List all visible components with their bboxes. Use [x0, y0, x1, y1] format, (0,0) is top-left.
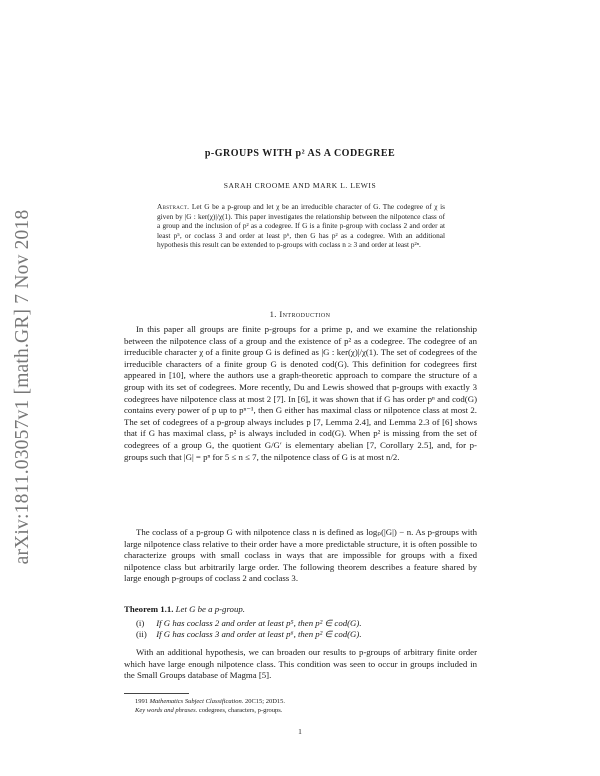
abstract-label: Abstract. [157, 202, 190, 211]
intro-paragraph-1 [124, 324, 477, 463]
msc-year: 1991 [135, 698, 148, 705]
paragraph-text: The coclass of a p-group G with nilpotence class n is defined as logₚ(|G|) − n. As p-groups with large nilpotence class relative to their order have a more predictable structure, it is often possible to characterize groups with small coclass in ways that are impossible for groups with a fixed nilpotence class but arbitrarily large order. The following theorem describes a feature shared by large enough p-groups of coclass 2 and coclass 3. [124, 527, 477, 584]
paper-authors: SARAH CROOME AND MARK L. LEWIS [223, 181, 377, 190]
page-number: 1 [298, 727, 302, 736]
theorem-item [136, 617, 477, 630]
abstract [157, 202, 445, 250]
footnote-rule [124, 693, 189, 694]
msc-label: Mathematics Subject Classification. [149, 698, 244, 705]
section-number: 1. [269, 309, 277, 319]
section-title: Introduction [279, 309, 331, 319]
intro-paragraph-2 [124, 527, 477, 585]
footnote-keywords [135, 706, 465, 715]
theorem-item-text: If G has coclass 3 and order at least p⁶, then p² ∈ cod(G). [156, 629, 362, 640]
footnote-msc [135, 697, 465, 706]
theorem-statement: Let G be a p-group. [175, 604, 245, 614]
msc-value: 20C15; 20D15. [244, 698, 286, 705]
intro-paragraph-3 [124, 647, 477, 682]
paragraph-text: In this paper all groups are finite p-groups for a prime p, and we examine the relationship between the nilpotence class of a group and the existence of p² as a codegree. The codegree of an irreducible character χ of a finite group G is defined as |G : ker(χ)|/χ(1). The set of codegrees of the irreducible characters of a finite group G is denoted cod(G). This definition for codegrees first appeared in [10], where the authors use a graph-theoretic approach to compare the structure of a group with its set of codegrees. More recently, Du and Lewis showed that p-groups with exactly 3 codegrees have nilpotence class at most 2 [7]. In [6], it was shown that if G has order pⁿ and cod(G) contains every power of p up to pⁿ⁻¹, then G either has maximal class or nilpotence class at most 2. The set of codegrees of a p-group always includes p [7, Lemma 2.4], and Lemma 2.3 of [6] shows that if G has maximal class, p² is always included in cod(G). When p² is missing from the set of codegrees of a group G, the quotient G/G′ is elementary abelian [7, Corollary 2.5], and, for p-groups such that |G| = pⁿ for 5 ≤ n ≤ 7, the nilpotence class of G is at most n/2. [124, 324, 477, 462]
abstract-text: Let G be a p-group and let χ be an irreducible character of G. The codegree of χ is given by |G : ker(χ)|/χ(1). This paper investigates the relationship between the nilpotence class of a group and the inclusion of p² as a codegree. If G is a finite p-group with coclass 2 and order at least p⁵, or coclass 3 and order at least p⁶, then G has p² as a codegree. With an additional hypothesis this result can be extended to p-groups with coclass n ≥ 3 and order at least p²ⁿ. [157, 202, 445, 250]
theorem-label: Theorem 1.1. [124, 604, 174, 614]
keywords-label: Key words and phrases. [135, 707, 198, 714]
theorem-items [124, 618, 477, 641]
paragraph-text: With an additional hypothesis, we can broaden our results to p-groups of arbitrary finite order which have large enough nilpotence class. This condition was seen to occur in groups included in the Small Groups database of Magma [5]. [124, 647, 477, 681]
theorem-item-number: (ii) [136, 629, 147, 640]
paper-title: p-GROUPS WITH p² AS A CODEGREE [204, 148, 396, 159]
footnotes [135, 697, 465, 715]
arxiv-stamp [8, 177, 38, 597]
theorem-item-text: If G has coclass 2 and order at least p⁵, then p² ∈ cod(G). [156, 617, 362, 628]
keywords-value: codegrees, characters, p-groups. [198, 707, 283, 714]
theorem-item [136, 629, 477, 641]
theorem-item-number: (i) [136, 617, 145, 628]
theorem-1-1 [124, 604, 477, 641]
section-heading [0, 309, 600, 319]
arxiv-stamp-text: arXiv:1811.03057v1 [math.GR] 7 Nov 2018 [12, 209, 33, 565]
